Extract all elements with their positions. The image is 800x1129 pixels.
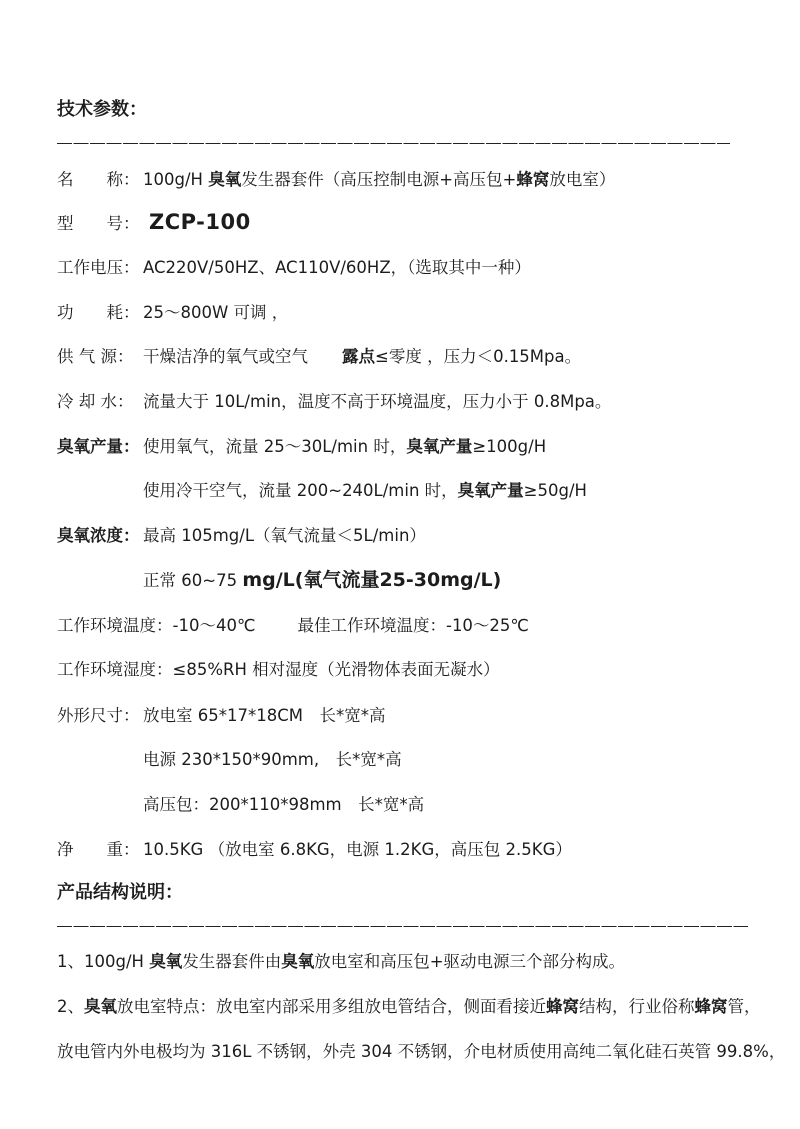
field-label: 臭氧浓度： [57, 526, 140, 545]
field-value: 放电室） [549, 170, 616, 189]
field-label: 最佳工作环境温度： [297, 616, 446, 635]
spec-row-cooling-water [57, 390, 611, 414]
field-value: 高压包：200*110*98mm 长*宽*高 [143, 795, 425, 814]
spec-row-model [57, 210, 251, 234]
paragraph-text: 发生器套件由 [182, 952, 282, 971]
field-value: 电源 230*150*90mm, 长*宽*高 [143, 750, 402, 769]
field-value: 流量大于 10L/min，温度不高于环境温度，压力小于 0.8Mpa。 [143, 392, 612, 411]
field-value: 放电室 65*17*18CM 长*宽*高 [143, 706, 386, 725]
spec-row-ozone-concentration-normal [143, 568, 501, 592]
paragraph-text: 2、 [57, 997, 84, 1016]
spec-row-dimensions-hv-pack [143, 793, 424, 817]
spec-row-ozone-output-air [143, 479, 587, 503]
spec-row-temperature [57, 614, 529, 638]
spec-row-dimensions-power [143, 748, 402, 772]
paragraph-text-emphasis: 臭氧 [84, 997, 117, 1016]
spec-row-ozone-concentration [57, 524, 426, 548]
paragraph-text: 放电管内外电极均为 316L 不锈钢，外壳 304 不锈钢，介电材质使用高纯二氧化硅石英管 99.8%， [57, 1042, 786, 1061]
spec-row-net-weight [57, 838, 572, 862]
field-value-emphasis: 臭氧产量 [406, 437, 473, 456]
field-value: ≥50g/H [523, 481, 587, 500]
paragraph-text: 1、100g/H [57, 952, 150, 971]
field-value: 发生器套件（高压控制电源+高压包+ [241, 170, 517, 189]
structure-heading: 产品结构说明： [57, 882, 183, 903]
spec-row-voltage [57, 256, 531, 280]
field-value-emphasis: 露点 [342, 347, 375, 366]
structure-paragraph-line [57, 950, 625, 974]
spec-row-gas-supply [57, 345, 581, 369]
field-value-emphasis: 蜂窝 [516, 170, 550, 189]
field-value: 最高 105mg/L（氧气流量＜5L/min） [143, 526, 426, 545]
field-label: 名 称： [57, 170, 140, 189]
spec-row-dimensions [57, 704, 386, 728]
field-value: 使用氧气，流量 25～30L/min 时， [143, 437, 407, 456]
field-label: 工作环境湿度： [57, 660, 173, 679]
field-value: 使用冷干空气，流量 200~240L/min 时， [143, 481, 458, 500]
structure-paragraph-line [57, 1040, 785, 1064]
spec-row-name [57, 168, 615, 192]
spec-row-power [57, 301, 288, 325]
field-label: 供 气 源： [57, 347, 134, 366]
structure-paragraph-line [57, 995, 761, 1019]
field-label: 功 耗： [57, 303, 140, 322]
field-value: ≥100g/H [472, 437, 547, 456]
field-label: 净 重： [57, 840, 140, 859]
field-value: 25～800W 可调 ， [143, 303, 289, 322]
spec-row-ozone-output [57, 435, 546, 459]
field-label: 工作环境温度： [57, 616, 173, 635]
field-value: ≤零度 ，压力＜0.15Mpa。 [375, 347, 582, 366]
field-value: 干燥洁净的氧气或空气 [143, 347, 308, 366]
paragraph-text-emphasis: 臭氧 [149, 952, 183, 971]
field-label: 工作电压： [57, 258, 140, 277]
spec-row-humidity [57, 658, 500, 682]
section-divider [57, 926, 748, 927]
paragraph-text: 管， [727, 997, 761, 1016]
field-value: ≤85%RH 相对湿度（光滑物体表面无凝水） [172, 660, 500, 679]
field-label: 冷 却 水： [57, 392, 134, 411]
field-value: 正常 60~75 [143, 571, 243, 590]
paragraph-text: 放电室和高压包+驱动电源三个部分构成。 [314, 952, 626, 971]
paragraph-text-emphasis: 臭氧 [281, 952, 315, 971]
tech-params-heading: 技术参数： [57, 99, 147, 120]
field-value: -10～25℃ [445, 616, 529, 635]
field-value: 100g/H [143, 170, 209, 189]
model-number: ZCP-100 [149, 210, 251, 234]
paragraph-text-emphasis: 蜂窝 [694, 997, 728, 1016]
field-value-emphasis: mg/L(氧气流量25-30mg/L) [242, 569, 502, 591]
field-value-emphasis: 臭氧 [208, 170, 242, 189]
section-divider [57, 143, 730, 144]
paragraph-text: 放电室特点：放电室内部采用多组放电管结合，侧面看接近 [117, 997, 546, 1016]
field-value: 10.5KG （放电室 6.8KG，电源 1.2KG，高压包 2.5KG） [143, 840, 572, 859]
field-value: AC220V/50HZ、AC110V/60HZ，（选取其中一种） [143, 258, 531, 277]
paragraph-text-emphasis: 蜂窝 [546, 997, 579, 1016]
field-value: -10～40℃ [172, 616, 256, 635]
paragraph-text: 结构，行业俗称 [579, 997, 695, 1016]
field-label: 外形尺寸： [57, 706, 140, 725]
field-label: 臭氧产量： [57, 437, 140, 456]
field-value-emphasis: 臭氧产量 [457, 481, 524, 500]
field-label: 型 号： [57, 214, 140, 233]
